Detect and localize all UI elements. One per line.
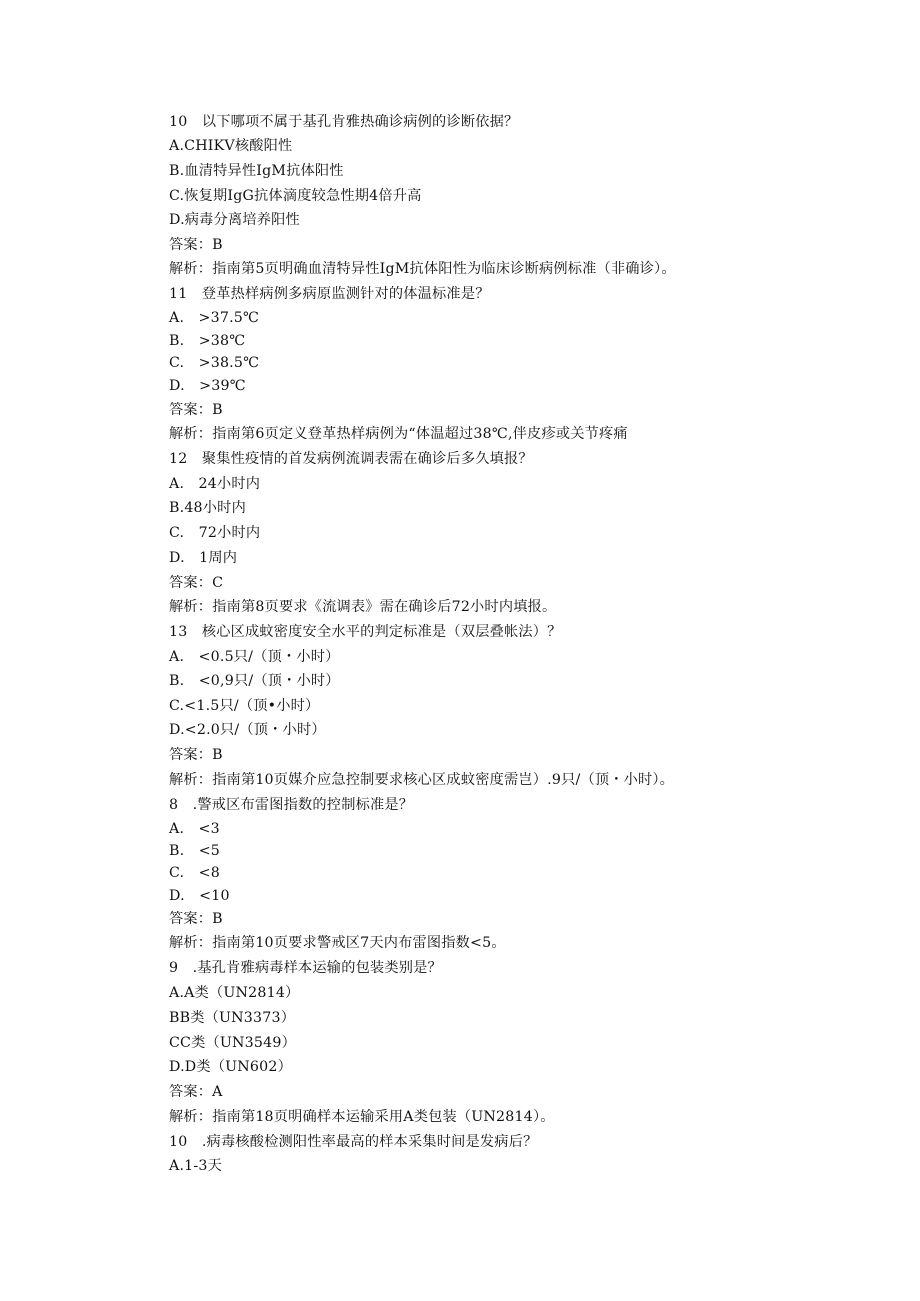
question-13-option-b: B. <0,9只/（顶・小时） [169, 673, 340, 689]
question-9-explanation: 解析：指南第18页明确样本运输采用A类包装（UN2814）。 [169, 1109, 555, 1125]
question-12-answer: 答案：C [169, 575, 224, 591]
question-13-option-d: D.<2.0只/（顶・小时） [169, 722, 326, 738]
question-8-option-d: D. <10 [169, 888, 230, 904]
question-13-answer: 答案：B [169, 747, 223, 763]
question-11-option-c: C. >38.5℃ [169, 355, 260, 371]
question-11-explanation: 解析：指南第6页定义登革热样病例为“体温超过38℃,伴皮疹或关节疼痛 [169, 426, 628, 442]
question-12-option-b: B.48小时内 [169, 500, 246, 516]
question-10-explanation: 解析：指南第5页明确血清特异性IgM抗体阳性为临床诊断病例标准（非确诊）。 [169, 261, 676, 277]
question-9-option-b: BB类（UN3373） [169, 1010, 296, 1026]
question-8-option-b: B. <5 [169, 843, 221, 859]
question-8-option-a: A. <3 [169, 821, 220, 837]
question-10-option-d: D.病毒分离培养阳性 [169, 212, 300, 228]
question-13-stem: 13 核心区成蚊密度安全水平的判定标准是（双层叠帐法）？ [169, 624, 562, 640]
question-11-answer: 答案：B [169, 402, 223, 418]
question-8-stem: 8 .警戒区布雷图指数的控制标准是？ [169, 797, 414, 813]
question-12-option-a: A. 24小时内 [169, 476, 261, 492]
question-9-option-d: D.D类（UN602） [169, 1059, 292, 1075]
question-9-option-a: A.A类（UN2814） [169, 985, 300, 1001]
question-13-explanation: 解析：指南第10页媒介应急控制要求核心区成蚊密度需岂）.9只/（顶・小时）。 [169, 772, 675, 788]
question-10b-option-a: A.1-3天 [169, 1158, 222, 1174]
question-8-answer: 答案：B [169, 911, 223, 927]
question-13-option-a: A. <0.5只/（顶・小时） [169, 649, 340, 665]
question-9-stem: 9 .基孔肯雅病毒样本运输的包装类别是？ [169, 960, 442, 976]
question-10-option-b: B.血清特异性IgM抗体阳性 [169, 163, 344, 179]
question-11-stem: 11 登革热样病例多病原监测针对的体温标准是？ [169, 286, 490, 302]
question-12-option-c: C. 72小时内 [169, 525, 261, 541]
question-12-option-d: D. 1周内 [169, 550, 238, 566]
question-9-option-c: CC类（UN3549） [169, 1035, 296, 1051]
question-11-option-d: D. >39℃ [169, 378, 246, 394]
question-10-option-c: C.恢复期IgG抗体滴度较急性期4倍升高 [169, 188, 422, 204]
question-13-option-c: C.<1.5只/（顶•小时） [169, 698, 320, 714]
question-11-option-b: B. >38℃ [169, 333, 246, 349]
question-10b-stem: 10 .病毒核酸检测阳性率最高的样本采集时间是发病后？ [169, 1134, 538, 1150]
question-8-explanation: 解析：指南第10页要求警戒区7天内布雷图指数<5。 [169, 935, 506, 951]
question-10-option-a: A.CHIKV核酸阳性 [169, 138, 293, 154]
question-11-option-a: A. >37.5℃ [169, 310, 260, 326]
question-8-option-c: C. <8 [169, 865, 220, 881]
question-12-stem: 12 聚集性疫情的首发病例流调表需在确诊后多久填报？ [169, 451, 533, 467]
question-10-answer: 答案：B [169, 237, 223, 253]
question-12-explanation: 解析：指南第8页要求《流调表》需在确诊后72小时内填报。 [169, 599, 557, 615]
question-10-stem: 10 以下哪项不属于基孔肯雅热确诊病例的诊断依据？ [169, 114, 519, 130]
question-9-answer: 答案：A [169, 1084, 223, 1100]
